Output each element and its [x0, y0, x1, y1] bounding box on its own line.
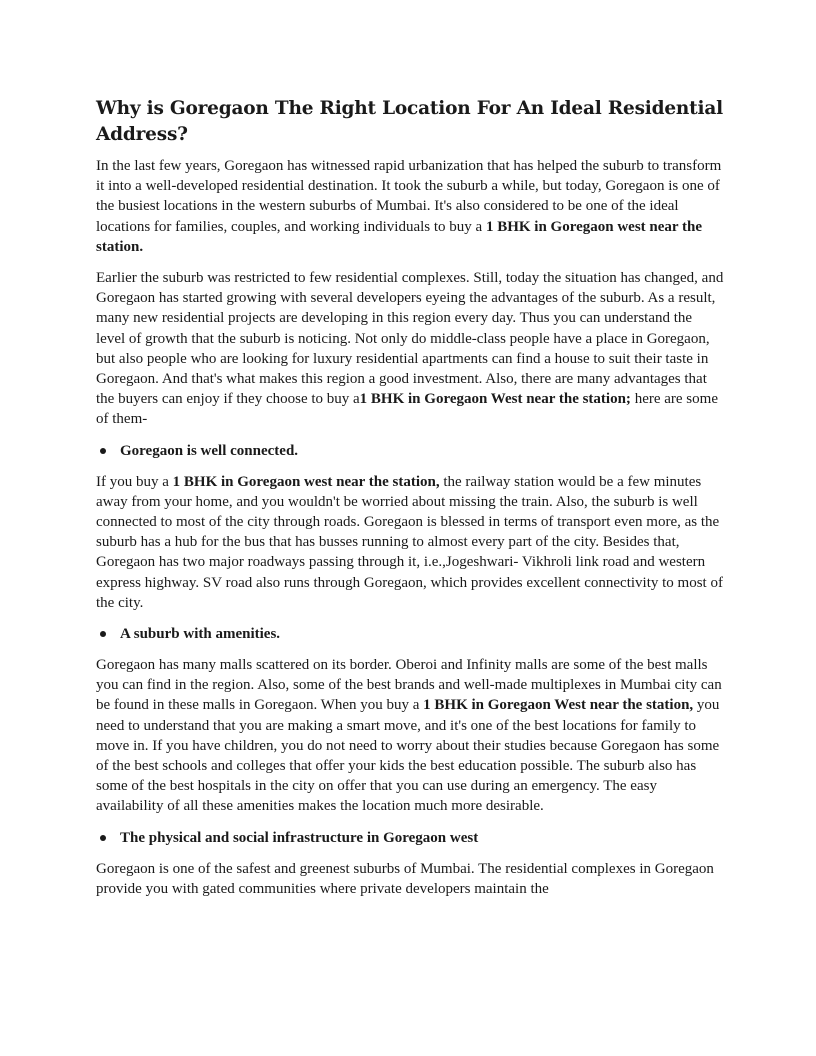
bullet-item-amenities-label: A suburb with amenities. — [120, 626, 281, 643]
page-title: Why is Goregaon The Right Location For An Ideal Residential Address? — [96, 98, 723, 145]
paragraph-connectivity-before: If you buy a — [96, 473, 173, 490]
bullet-list-infrastructure — [96, 828, 724, 848]
paragraph-amenities-text: you need to understand that you are making a smart move, and it's one of the best locations for family to move in. If you have children, you do not need to worry about their studies because Goregaon has some of the best schools and colleges that offer your kids the best education possible. The suburb also has some of the best hospitals in the city on offer that you can use during an emergency. The easy availability of all these amenities makes the location much more desirable. — [96, 697, 720, 815]
paragraph-history-text: Earlier the suburb was restricted to few residential complexes. Still, today the situation has changed, and Goregaon has started growing with several developers eyeing the advantages of the suburb. As a result, many new residential projects are developing in this region every day. Thus you can understand the level of growth that the suburb is noticing. Not only do middle-class people have a place in Goregaon, but also people who are looking for luxury residential apartments can find a house to suit their taste in Goregaon. And that's what makes this region a good investment. Also, there are many advantages that the buyers can enjoy if they choose to buy a — [96, 270, 724, 408]
bullet-item-amenities — [96, 624, 724, 644]
paragraph-history-bold: 1 BHK in Goregaon West near the station; — [359, 391, 631, 408]
paragraph-connectivity-text: the railway station would be a few minutes away from your home, and you wouldn't be worried about missing the train. Also, the suburb is well connected to most of the city through roads. Goregaon is blessed in terms of transport even more, as the suburb has a hub for the bus that has busses running to almost every part of the city. Besides that, Goregaon has two major roadways passing through it, i.e.,Jogeshwari- Vikhroli link road and western express highway. SV road also runs through Goregaon, which provides excellent connectivity to most of the city. — [96, 473, 723, 611]
bullet-item-infrastructure-label: The physical and social infrastructure in Goregaon west — [120, 829, 479, 846]
bullet-list-amenities — [96, 624, 724, 644]
bullet-list-connected — [96, 441, 724, 461]
document-page — [96, 96, 724, 910]
bullet-icon — [100, 835, 106, 841]
paragraph-history-after: here are some of them- — [96, 391, 718, 428]
paragraph-intro — [96, 156, 724, 257]
paragraph-amenities-before: Goregaon has many malls scattered on its border. Oberoi and Infinity malls are some of the best malls you can find in the region. Also, some of the best brands and well-made multiplexes in Mumbai city can be found in these malls in Goregaon. When you buy a — [96, 657, 722, 714]
paragraph-history — [96, 268, 724, 430]
paragraph-connectivity — [96, 472, 724, 613]
paragraph-connectivity-bold: 1 BHK in Goregaon west near the station, — [172, 473, 440, 490]
paragraph-amenities — [96, 655, 724, 817]
paragraph-intro-text: In the last few years, Goregaon has witnessed rapid urbanization that has helped the suburb to transform it into a well-developed residential destination. It took the suburb a while, but today, Goregaon is one of the busiest locations in the western suburbs of Mumbai. It's also considered to be one of the ideal locations for families, couples, and working individuals to buy a — [96, 158, 722, 235]
bullet-icon — [100, 448, 106, 454]
bullet-item-infrastructure — [96, 828, 724, 848]
paragraph-amenities-bold: 1 BHK in Goregaon West near the station, — [423, 697, 694, 714]
paragraph-infrastructure: Goregaon is one of the safest and greenest suburbs of Mumbai. The residential complexes in Goregaon provide you with gated communities where private developers maintain the — [96, 860, 714, 897]
bullet-item-connected-label: Goregaon is well connected. — [120, 442, 299, 459]
paragraph-intro-bold: 1 BHK in Goregaon west near the station. — [96, 218, 703, 255]
bullet-item-connected — [96, 441, 724, 461]
bullet-icon — [100, 631, 106, 637]
